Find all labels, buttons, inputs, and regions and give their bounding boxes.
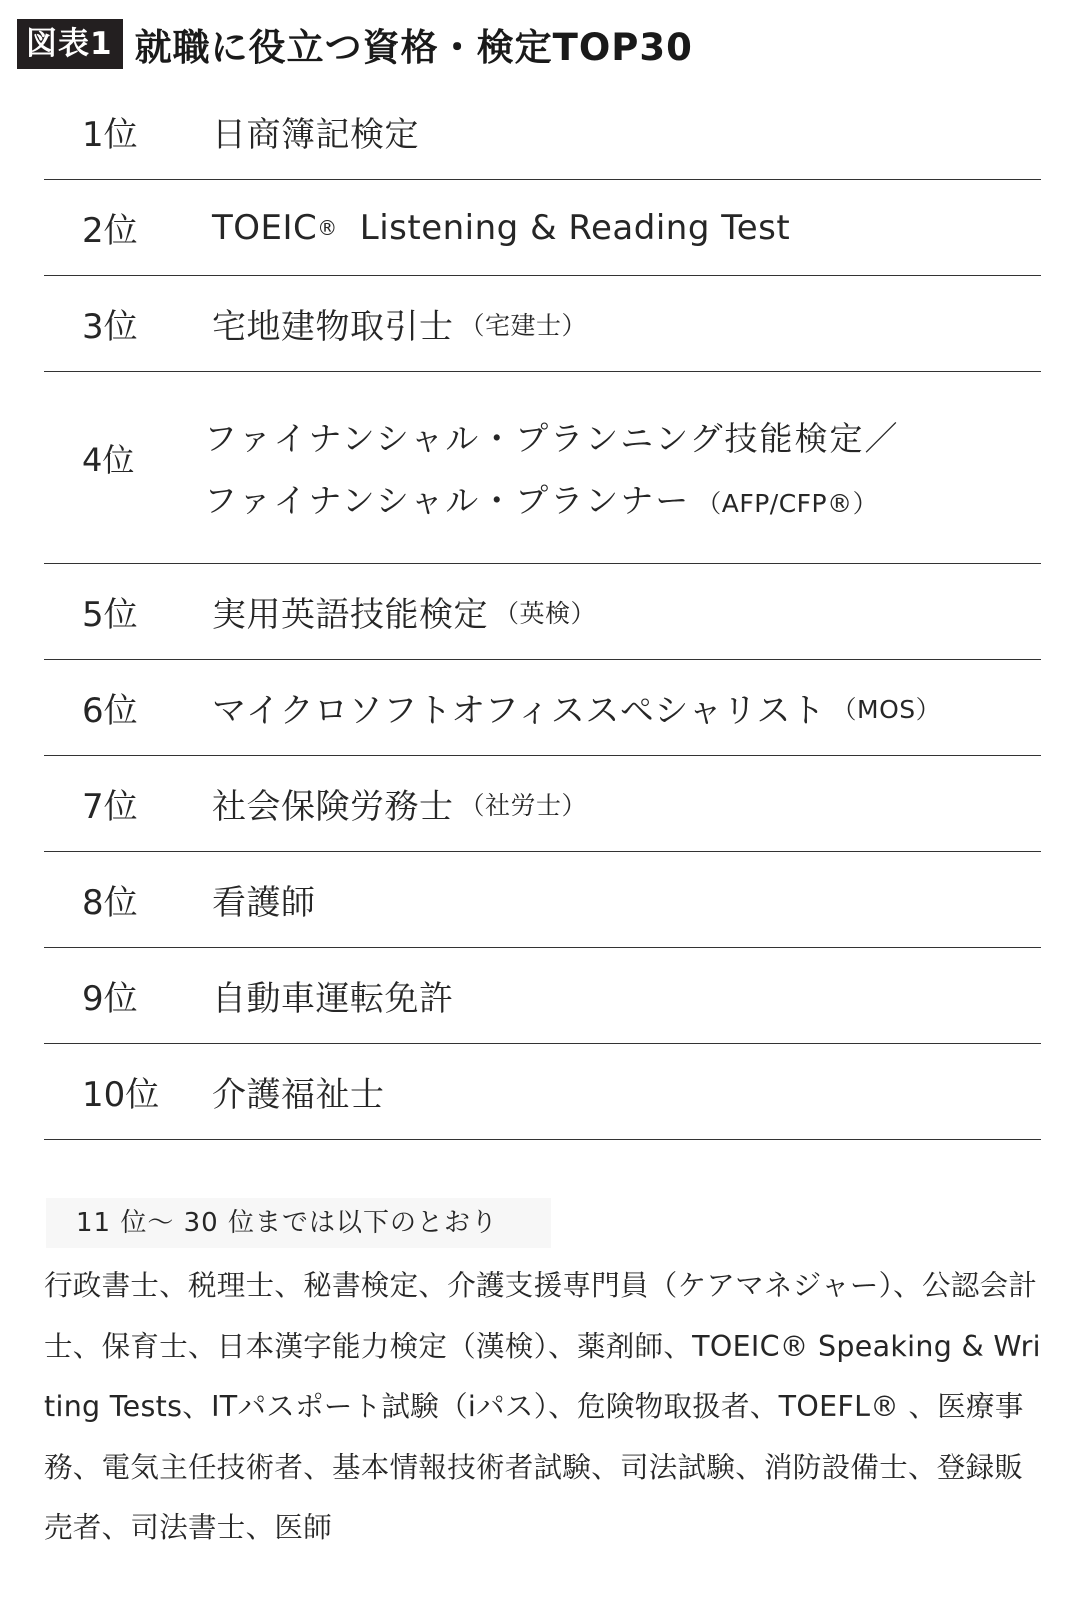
name-text: 実用英語技能検定 — [212, 595, 488, 635]
abbreviation: （MOS） — [831, 694, 942, 724]
rank-number: 6位 — [82, 691, 138, 731]
name-text: 看護師 — [212, 883, 316, 923]
qualification-name — [212, 948, 454, 1043]
name-text: ファイナンシャル・プランナー — [204, 481, 691, 520]
rank-number: 3位 — [82, 307, 138, 347]
rank-row-6 — [44, 660, 1041, 756]
rank-number: 8位 — [82, 883, 138, 923]
name-text: 日商簿記検定 — [212, 115, 419, 155]
rank-row-2 — [44, 180, 1041, 276]
rank-row-8 — [44, 852, 1041, 948]
qualification-name — [212, 84, 419, 179]
abbreviation: （社労士） — [459, 790, 588, 820]
name-text: 自動車運転免許 — [212, 979, 454, 1019]
qualification-name — [212, 852, 316, 947]
others-heading: 11 位～ 30 位までは以下のとおり — [46, 1198, 551, 1248]
name-text-rest: Listening & Reading Test — [359, 207, 791, 248]
qualification-name — [212, 660, 941, 755]
name-text: TOEIC — [212, 207, 318, 248]
figure-label: 図表1 — [17, 19, 123, 69]
rank-number: 4位 — [82, 440, 135, 479]
name-line-1: ファイナンシャル・プランニング技能検定／ — [204, 419, 900, 458]
others-list-text: 行政書士、税理士、秘書検定、介護支援専門員（ケアマネジャー）、公認会計士、保育士、日本漢字能力検定（漢検）、薬剤師、TOEIC® Speaking & Writing Tests、ITパスポート試験（iパス）、危険物取扱者、TOEFL® 、医療事務、電気主任技術者、基本情報技術者試験、司法試験、消防設備士、登録販売者、司法書士、医師 — [44, 1269, 1041, 1544]
qualification-name — [212, 276, 587, 371]
abbreviation: （宅建士） — [459, 310, 588, 340]
rank-row-5 — [44, 564, 1041, 660]
name-text: マイクロソフトオフィススペシャリスト — [212, 691, 826, 731]
name-text: 宅地建物取引士 — [212, 307, 454, 347]
qualification-name — [212, 564, 596, 659]
name-text: 介護福祉士 — [212, 1075, 385, 1115]
name-line-2 — [204, 470, 900, 532]
rank-number: 5位 — [82, 595, 138, 635]
figure-title: 就職に役立つ資格・検定TOP30 — [134, 26, 693, 69]
ranking-list — [44, 84, 1041, 1140]
rank-row-10 — [44, 1044, 1041, 1140]
rank-row-9 — [44, 948, 1041, 1044]
rank-row-7 — [44, 756, 1041, 852]
qualification-name — [212, 756, 587, 851]
abbreviation: （英検） — [494, 598, 597, 628]
qualification-name — [204, 408, 900, 532]
qualification-name: TOEIC ® Listening & Reading Test — [212, 207, 791, 248]
rank-number: 7位 — [82, 787, 138, 827]
qualification-name — [212, 1044, 385, 1139]
rank-row-1 — [44, 84, 1041, 180]
figure-header — [17, 18, 693, 70]
name-text: 社会保険労務士 — [212, 787, 454, 827]
rank-row-3 — [44, 276, 1041, 372]
rank-number: 9位 — [82, 979, 138, 1019]
rank-row-4 — [44, 372, 1041, 564]
rank-number: 1位 — [82, 115, 138, 155]
rank-number: 10位 — [82, 1075, 160, 1115]
rank-number: 2位 — [82, 211, 138, 251]
abbreviation: （AFP/CFP®） — [696, 489, 879, 518]
